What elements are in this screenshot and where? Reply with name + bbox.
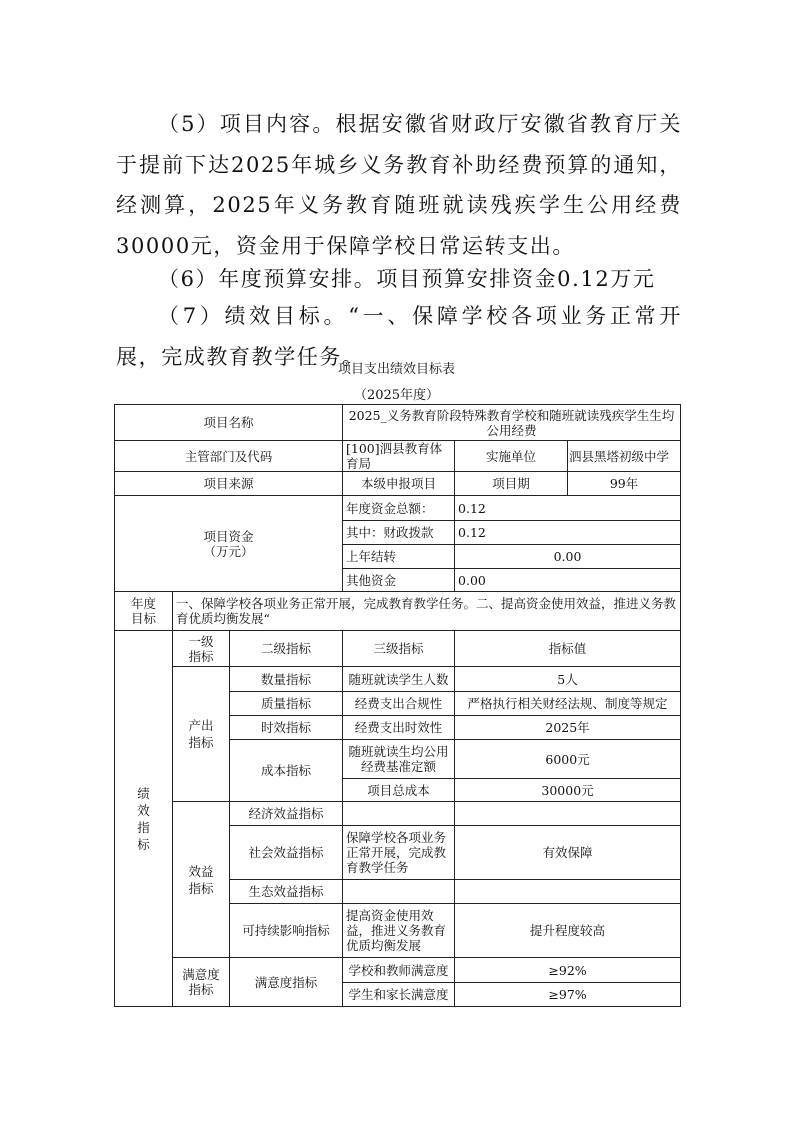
funds-row-label: 上年结转 <box>343 545 455 569</box>
value-timeliness: 2025年 <box>455 716 681 740</box>
source-label: 项目来源 <box>115 472 343 496</box>
l2-social: 社会效益指标 <box>230 826 343 880</box>
source-value: 本级申报项目 <box>343 472 455 496</box>
value-quality: 严格执行相关财经法规、制度等规定 <box>455 692 681 716</box>
funds-row-value: 0.00 <box>455 545 681 569</box>
project-name-value: 2025_义务教育阶段特殊教育学校和随班就读残疾学生生均公用经费 <box>343 405 681 441</box>
l2-ecological: 生态效益指标 <box>230 880 343 904</box>
l2-cost: 成本指标 <box>230 740 343 802</box>
funds-row-label: 其中：财政拨款 <box>343 521 455 545</box>
header-level1: 一级 指标 <box>173 631 230 667</box>
funds-label: 项目资金 （万元） <box>115 496 343 592</box>
dept-label: 主管部门及代码 <box>115 441 343 472</box>
funds-row-value: 0.12 <box>455 521 681 545</box>
satisfaction-indicator-label: 满意度 指标 <box>173 958 230 1007</box>
value-social: 有效保障 <box>455 826 681 880</box>
value-ecological <box>455 880 681 904</box>
l2-economic: 经济效益指标 <box>230 802 343 826</box>
paragraph-project-content: （5）项目内容。根据安徽省财政厅安徽省教育厅关于提前下达2025年城乡义务教育补助经费预算的通知，经测算，2025年义务教育随班就读残疾学生公用经费30000元，资金用于保障学校日常运转支出。 <box>116 112 682 258</box>
l2-timeliness: 时效指标 <box>230 716 343 740</box>
l3-cost-unit: 随班就读生均公用经费基准定额 <box>343 740 455 779</box>
project-name-label: 项目名称 <box>115 405 343 441</box>
l3-quantity: 随班就读学生人数 <box>343 667 455 692</box>
l3-economic <box>343 802 455 826</box>
impl-value: 泗县黑塔初级中学 <box>568 441 681 472</box>
l3-sustainable: 提高资金使用效益，推进义务教育优质均衡发展 <box>343 904 455 958</box>
l3-cost-total: 项目总成本 <box>343 779 455 802</box>
value-economic <box>455 802 681 826</box>
funds-row-value: 0.00 <box>455 569 681 592</box>
l2-sustainable: 可持续影响指标 <box>230 904 343 958</box>
l2-quality: 质量指标 <box>230 692 343 716</box>
annual-goal-label: 年度 目标 <box>115 592 173 631</box>
funds-row-value: 0.12 <box>455 496 681 521</box>
benefit-indicator-label: 效益指标 <box>173 802 230 958</box>
l3-satisfaction-students: 学生和家长满意度 <box>343 983 455 1007</box>
value-satisfaction-students: ≥97% <box>455 983 681 1007</box>
performance-target-table <box>114 404 681 1007</box>
l2-quantity: 数量指标 <box>230 667 343 692</box>
l3-quality: 经费支出合规性 <box>343 692 455 716</box>
value-sustainable: 提升程度较高 <box>455 904 681 958</box>
l3-satisfaction-teachers: 学校和教师满意度 <box>343 958 455 983</box>
l3-ecological <box>343 880 455 904</box>
period-label: 项目期 <box>455 472 568 496</box>
value-satisfaction-teachers: ≥92% <box>455 958 681 983</box>
value-cost-total: 30000元 <box>455 779 681 802</box>
period-value: 99年 <box>568 472 681 496</box>
impl-label: 实施单位 <box>455 441 568 472</box>
paragraph-performance-goal: （7）绩效目标。“一、保障学校各项业务正常开展，完成教育教学任务。 <box>116 304 682 369</box>
l3-timeliness: 经费支出时效性 <box>343 716 455 740</box>
dept-value: [100]泗县教育体育局 <box>343 441 455 472</box>
annual-goal-text: 一、保障学校各项业务正常开展，完成教育教学任务。二、提高资金使用效益，推进义务教育优质均衡发展“ <box>173 592 681 631</box>
header-level2: 二级指标 <box>230 631 343 667</box>
l2-satisfaction: 满意度指标 <box>230 958 343 1007</box>
paragraph-annual-budget: （6）年度预算安排。项目预算安排资金0.12万元 <box>158 267 656 291</box>
table-title: 项目支出绩效目标表 <box>337 362 455 377</box>
header-value: 指标值 <box>455 631 681 667</box>
output-indicator-label: 产出指标 <box>173 667 230 802</box>
value-cost-unit: 6000元 <box>455 740 681 779</box>
table-subtitle: （2025年度） <box>353 388 440 403</box>
header-level3: 三级指标 <box>343 631 455 667</box>
funds-row-label: 其他资金 <box>343 569 455 592</box>
value-quantity: 5人 <box>455 667 681 692</box>
funds-row-label: 年度资金总额： <box>343 496 455 521</box>
perf-indicator-label: 绩效指标 <box>115 631 173 1007</box>
l3-social: 保障学校各项业务正常开展，完成教育教学任务 <box>343 826 455 880</box>
